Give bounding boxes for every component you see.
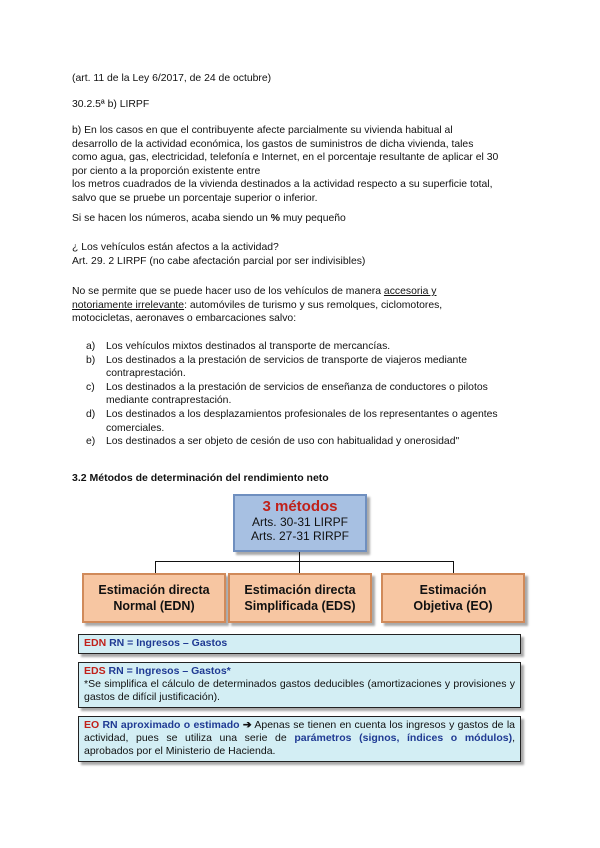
question-vehiculos: ¿ Los vehículos están afectos a la actividad? <box>72 242 279 253</box>
three-methods-box <box>233 494 367 552</box>
paragraph-numeros: Si se hacen los números, acaba siendo un % muy pequeño <box>72 213 346 224</box>
paragraph-vehiculos: No se permite que se puede hacer uso de los vehículos de manera accesoria y notoriamente irrelevante: automóviles de turismo y sus remolques, ciclomotores, motocicletas, aeronaves o embarcaciones salvo: <box>72 286 443 324</box>
section-heading: 3.2 Métodos de determinación del rendimiento neto <box>72 472 329 484</box>
arrow-icon: ➔ <box>242 719 252 731</box>
paragraph-suministros <box>72 124 542 205</box>
connector-center <box>299 561 300 573</box>
methods-law-line: Arts. 30-31 LIRPF <box>251 515 349 529</box>
text-line: los metros cuadrados de la vivienda destinados a la actividad respecto a su superficie total, <box>72 179 493 190</box>
method-edn-box: Estimación directa Normal (EDN) <box>82 573 226 623</box>
list-item: d) Los destinados a los desplazamientos profesionales de los representantes o agentes comerciales. <box>86 408 498 434</box>
text-line: b) En los casos en que el contribuyente afecte parcialmente su vivienda habitual al <box>72 125 453 136</box>
article-29: Art. 29. 2 LIRPF (no cabe afectación parcial por ser indivisibles) <box>72 256 366 267</box>
method-eo-box: Estimación Objetiva (EO) <box>381 573 525 623</box>
list-item: e) Los destinados a ser objeto de cesión de uso con habitualidad y onerosidad" <box>86 436 460 448</box>
list-item: c) Los destinados a la prestación de servicios de enseñanza de conductores o pilotos mediante contraprestación. <box>86 381 488 407</box>
text-line: desarrollo de la actividad económica, los gastos de suministros de dicha vivienda, tales <box>72 138 474 150</box>
list-item: b) Los destinados a la prestación de servicios de transporte de viajeros mediante contraprestación. <box>86 354 467 380</box>
text-line: salvo que se pruebe un porcentaje superior o inferior. <box>72 192 318 204</box>
methods-title: 3 métodos <box>262 498 338 515</box>
connector-horizontal <box>155 561 454 562</box>
article-reference: 30.2.5ª b) LIRPF <box>72 99 150 110</box>
edn-formula-box: EDN RN = Ingresos – Gastos <box>78 634 521 654</box>
eo-formula-box: EO RN aproximado o estimado ➔ Apenas se tienen en cuenta los ingresos y gastos de la actividad, pues se utiliza una serie de parámetros (signos, índices o módulos), aprobados por el Ministerio de Hacienda. <box>78 716 521 762</box>
method-eds-box: Estimación directa Simplificada (EDS) <box>228 573 372 623</box>
text-line: como agua, gas, electricidad, telefonía e Internet, en el porcentaje resultante de aplicar el 30 <box>72 152 499 163</box>
law-reference: (art. 11 de la Ley 6/2017, de 24 de octubre) <box>72 73 272 84</box>
text-line: por ciento a la proporción existente entre <box>72 165 261 177</box>
connector-right <box>453 561 454 573</box>
methods-regulation-line: Arts. 27-31 RIRPF <box>250 529 350 543</box>
eds-note: *Se simplifica el cálculo de determinados gastos deducibles (amortizaciones y provisiones y gastos de difícil justificación). <box>84 678 515 704</box>
list-item: a) Los vehículos mixtos destinados al transporte de mercancías. <box>86 341 391 352</box>
eds-formula-box: EDS RN = Ingresos – Gastos* *Se simplifica el cálculo de determinados gastos deducibles (amortizaciones y provisiones y gastos de difícil justificación). <box>78 662 521 708</box>
exceptions-list <box>86 340 536 449</box>
connector-left <box>155 561 156 573</box>
